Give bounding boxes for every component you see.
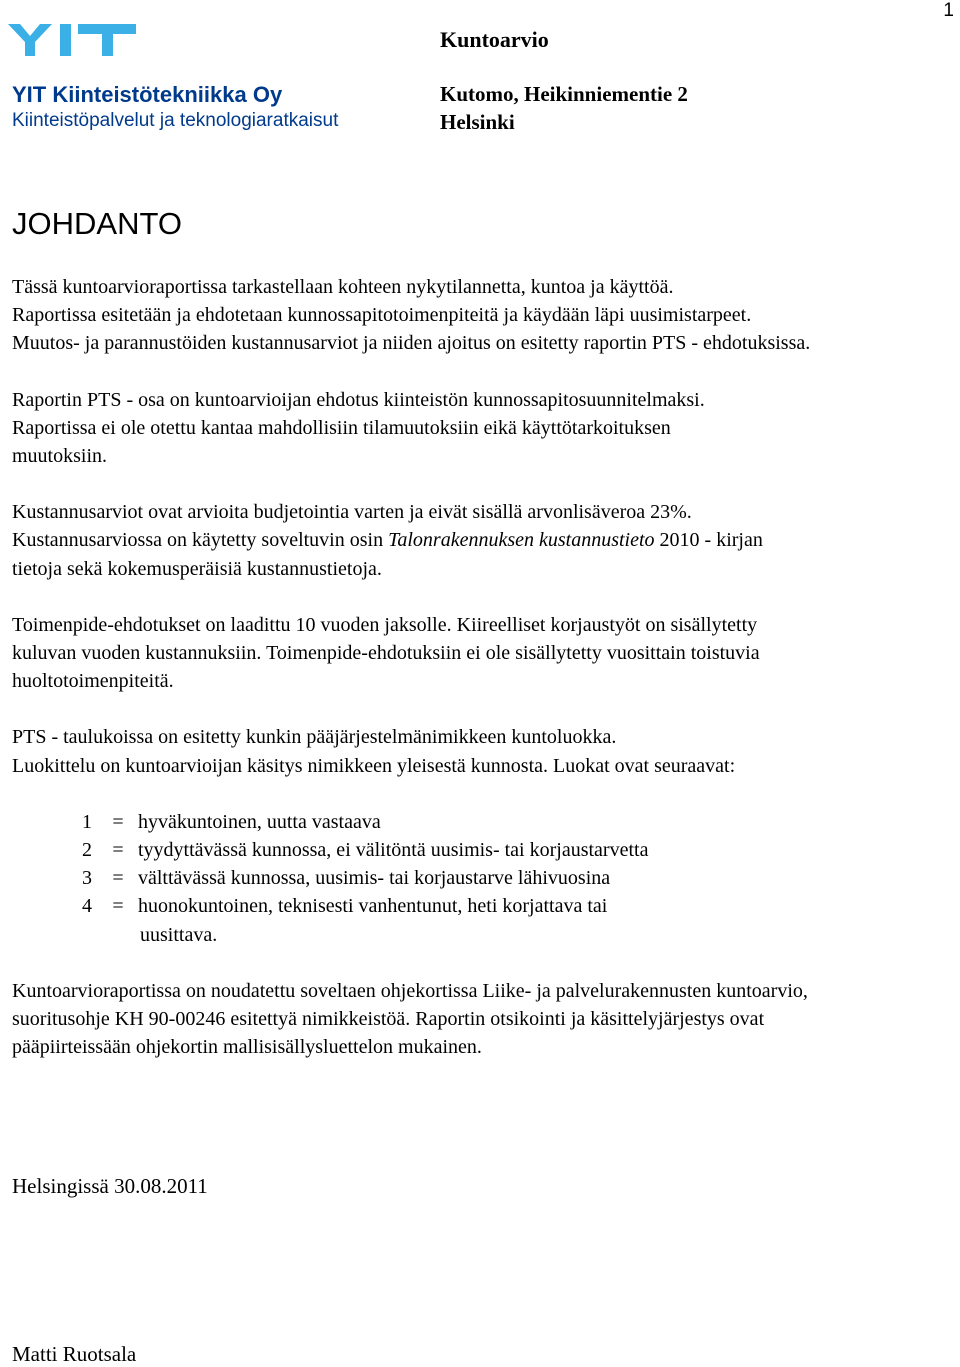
paragraph-classification [12, 723, 947, 779]
site-city: Helsinki [440, 110, 515, 134]
list-item [12, 836, 947, 864]
signer-name: Matti Ruotsala [12, 1342, 137, 1366]
paragraph-guideline [12, 977, 947, 1062]
document-title: Kuntoarvio [440, 27, 549, 52]
list-item [12, 892, 947, 920]
list-item-continuation: uusittava. [140, 923, 218, 946]
text-line: muutoksiin. [12, 445, 108, 468]
yit-logo [8, 22, 136, 58]
document-body [12, 273, 947, 1089]
equals-sign: = [112, 839, 124, 862]
list-item [12, 864, 947, 892]
paragraph-intro [12, 273, 947, 358]
text-line: Toimenpide-ehdotukset on laadittu 10 vuoden jaksolle. Kiireelliset korjaustyöt on sisällytetty [12, 613, 758, 636]
text-line: Kuntoarvioraportissa on noudatettu soveltaen ohjekortissa Liike- ja palvelurakennusten kuntoarvio, [12, 979, 808, 1002]
equals-sign: = [112, 810, 124, 833]
page-number: 1 [943, 0, 954, 21]
equals-sign: = [112, 895, 124, 918]
book-title: Talonrakennuksen kustannustieto [388, 529, 655, 552]
class-number: 3 [82, 867, 92, 890]
text-line: Tässä kuntoarvioraportissa tarkastellaan kohteen nykytilannetta, kuntoa ja käyttöä. [12, 276, 674, 298]
text-line: suoritusohje KH 90-00246 esitettyä nimikkeistöä. Raportin otsikointi ja käsittelyjärjestys ovat [12, 1008, 765, 1031]
class-description: huonokuntoinen, teknisesti vanhentunut, heti korjattava tai [138, 895, 608, 918]
text-line: huoltotoimenpiteitä. [12, 670, 174, 693]
class-description: välttävässä kunnossa, uusimis- tai korjaustarve lähivuosina [138, 867, 611, 890]
text-line: Raportissa ei ole otettu kantaa mahdollisiin tilamuutoksiin eikä käyttötarkoituksen [12, 416, 671, 439]
class-number: 1 [82, 810, 92, 833]
text-line: Luokittelu on kuntoarvioijan käsitys nimikkeen yleisestä kunnosta. Luokat ovat seuraavat: [12, 754, 736, 777]
equals-sign: = [112, 867, 124, 890]
text-fragment: Kustannusarviossa on käytetty soveltuvin osin [12, 529, 389, 552]
class-description: hyväkuntoinen, uutta vastaava [138, 810, 381, 833]
text-line: Kustannusarviot ovat arvioita budjetointia varten ja eivät sisällä arvonlisäveroa 23%. [12, 501, 692, 524]
text-line: Raportin PTS - osa on kuntoarvioijan ehdotus kiinteistön kunnossapitosuunnitelmaksi. [12, 388, 705, 411]
text-line: tietoja sekä kokemusperäisiä kustannustietoja. [12, 557, 382, 580]
text-line: kuluvan vuoden kustannuksiin. Toimenpide-ehdotuksiin ei ole sisällytetty vuosittain toistuvia [12, 642, 760, 665]
company-subtitle: Kiinteistöpalvelut ja teknologiaratkaisut [12, 110, 339, 131]
text-line: PTS - taulukoissa on esitetty kunkin pääjärjestelmänimikkeen kuntoluokka. [12, 726, 617, 749]
condition-class-list [12, 808, 947, 949]
text-line: pääpiirteissään ohjekortin mallisisällysluettelon mukainen. [12, 1036, 482, 1059]
class-number: 2 [82, 839, 92, 862]
paragraph-costs [12, 498, 947, 583]
paragraph-pts [12, 386, 947, 471]
class-description: tyydyttävässä kunnossa, ei välitöntä uusimis- tai korjaustarvetta [138, 839, 649, 862]
list-item [12, 808, 947, 836]
site-name: Kutomo, Heikinniementie 2 [440, 82, 688, 106]
paragraph-period [12, 611, 947, 696]
section-heading: JOHDANTO [12, 206, 182, 241]
class-number: 4 [82, 895, 92, 918]
text-line: Raportissa esitetään ja ehdotetaan kunnossapitotoimenpiteitä ja käydään läpi uusimistarpeet. [12, 304, 752, 327]
company-name: YIT Kiinteistötekniikka Oy [12, 82, 283, 107]
text-line [12, 526, 947, 554]
place-and-date: Helsingissä 30.08.2011 [12, 1174, 208, 1198]
text-line: Muutos- ja parannustöiden kustannusarviot ja niiden ajoitus on esitetty raportin PTS - ehdotuksissa. [12, 332, 811, 355]
text-fragment: 2010 - kirjan [654, 529, 763, 552]
